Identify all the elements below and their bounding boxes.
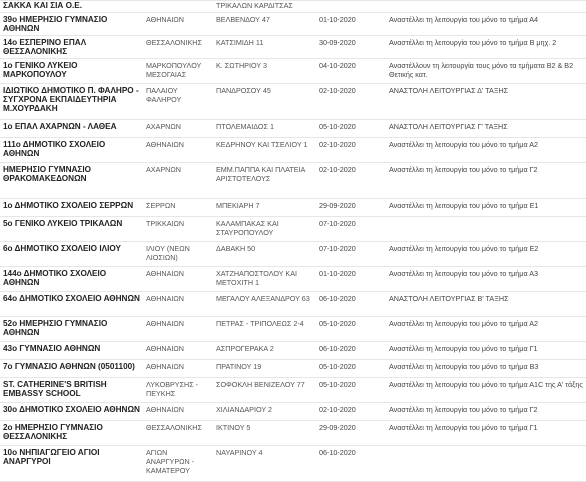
address-cell: ΜΕΓΑΛΟΥ ΑΛΕΞΑΝΔΡΟΥ 63 (213, 292, 316, 317)
municipality-cell: ΑΘΗΝΑΙΩΝ (143, 267, 213, 292)
date-cell: 02-10-2020 (316, 163, 386, 199)
date-cell: 01-10-2020 (316, 267, 386, 292)
municipality-cell: ΘΕΣΣΑΛΟΝΙΚΗΣ (143, 421, 213, 446)
description-cell: Αναστέλλουν τη λειτουργία τους μόνο τα τμήματα Β2 & Β2 Θετικής κατ. (386, 59, 586, 84)
school-name-cell: 6ο ΔΗΜΟΤΙΚΟ ΣΧΟΛΕΙΟ ΙΛΙΟΥ (0, 242, 143, 267)
address-cell: ΤΡΙΚΑΛΩΝ ΚΑΡΔΙΤΣΑΣ (213, 1, 316, 13)
address-cell: ΝΑΥΑΡΙΝΟΥ 4 (213, 446, 316, 482)
school-name-cell: 30ο ΔΗΜΟΤΙΚΟ ΣΧΟΛΕΙΟ ΑΘΗΝΩΝ (0, 403, 143, 421)
date-cell: 06-10-2020 (316, 342, 386, 360)
date-cell: 07-10-2020 (316, 242, 386, 267)
description-cell: Αναστέλλει τη λειτουργία του μόνο το τμήμα Α2 (386, 317, 586, 342)
table-row (0, 378, 586, 403)
address-cell: ΣΟΦΟΚΛΗ ΒΕΝΙΖΕΛΟΥ 77 (213, 378, 316, 403)
date-cell: 05-10-2020 (316, 360, 386, 378)
municipality-cell: ΑΓΙΩΝ ΑΝΑΡΓΥΡΩΝ - ΚΑΜΑΤΕΡΟΥ (143, 446, 213, 482)
address-cell: ΚΕΔΡΗΝΟΥ ΚΑΙ ΤΣΕΛΙΟΥ 1 (213, 138, 316, 163)
description-cell: Αναστέλλει τη λειτουργία του μόνο το τμήμα Β3 (386, 360, 586, 378)
table-row (0, 1, 586, 13)
school-name-cell: 10ο ΝΗΠΙΑΓΩΓΕΙΟ ΑΓΙΟΙ ΑΝΑΡΓΥΡΟΙ (0, 446, 143, 482)
municipality-cell: ΑΘΗΝΑΙΩΝ (143, 292, 213, 317)
municipality-cell: ΠΑΛΑΙΟΥ ΦΑΛΗΡΟΥ (143, 84, 213, 120)
school-name-cell: ST. CATHERINE'S BRITISH EMBASSY SCHOOL (0, 378, 143, 403)
address-cell: ΧΙΛΙΑΝΔΑΡΙΟΥ 2 (213, 403, 316, 421)
description-cell: Αναστέλλει τη λειτουργία του μόνο το τμήμα Α2 (386, 138, 586, 163)
municipality-cell: ΑΘΗΝΑΙΩΝ (143, 317, 213, 342)
description-cell: ΑΝΑΣΤΟΛΗ ΛΕΙΤΟΥΡΓΙΑΣ Γ' ΤΑΞΗΣ (386, 120, 586, 138)
school-name-cell: 64ο ΔΗΜΟΤΙΚΟ ΣΧΟΛΕΙΟ ΑΘΗΝΩΝ (0, 292, 143, 317)
table-row (0, 360, 586, 378)
description-cell: Αναστέλλει τη λειτουργία του μόνο το τμήμα Α3 (386, 267, 586, 292)
address-cell: ΠΡΑΤΙΝΟΥ 19 (213, 360, 316, 378)
address-cell: ΔΑΒΑΚΗ 50 (213, 242, 316, 267)
description-cell (386, 446, 586, 482)
municipality-cell: ΜΑΡΚΟΠΟΥΛΟΥ ΜΕΣΟΓΑΙΑΣ (143, 59, 213, 84)
municipality-cell: ΑΧΑΡΝΩΝ (143, 163, 213, 199)
municipality-cell: ΑΘΗΝΑΙΩΝ (143, 138, 213, 163)
address-cell: ΚΑΤΣΙΜΙΔΗ 11 (213, 36, 316, 59)
date-cell: 06-10-2020 (316, 446, 386, 482)
table-row (0, 403, 586, 421)
address-cell: ΙΚΤΙΝΟΥ 5 (213, 421, 316, 446)
table-row (0, 242, 586, 267)
school-name-cell: 39ο ΗΜΕΡΗΣΙΟ ΓΥΜΝΑΣΙΟ ΑΘΗΝΩΝ (0, 13, 143, 36)
description-cell: Αναστέλλει τη λειτουργία του μόνο το τμήμα Α1C της Α' τάξης (386, 378, 586, 403)
school-name-cell: 5ο ΓΕΝΙΚΟ ΛΥΚΕΙΟ ΤΡΙΚΑΛΩΝ (0, 217, 143, 242)
address-cell: ΚΑΛΑΜΠΑΚΑΣ ΚΑΙ ΣΤΑΥΡΟΠΟΥΛΟΥ (213, 217, 316, 242)
school-name-cell: 43ο ΓΥΜΝΑΣΙΟ ΑΘΗΝΩΝ (0, 342, 143, 360)
table-row (0, 120, 586, 138)
address-cell: ΧΑΤΖΗΑΠΟΣΤΟΛΟΥ ΚΑΙ ΜΕΤΟΧΙΤΗ 1 (213, 267, 316, 292)
table-row (0, 163, 586, 199)
table-row (0, 421, 586, 446)
school-name-cell: 14ο ΕΣΠΕΡΙΝΟ ΕΠΑΛ ΘΕΣΣΑΛΟΝΙΚΗΣ (0, 36, 143, 59)
municipality-cell (143, 1, 213, 13)
municipality-cell: ΑΘΗΝΑΙΩΝ (143, 360, 213, 378)
description-cell: Αναστέλλει τη λειτουργία του μόνο το τμήμα Γ2 (386, 163, 586, 199)
school-name-cell: 7ο ΓΥΜΝΑΣΙΟ ΑΘΗΝΩΝ (0501100) (0, 360, 143, 378)
municipality-cell: ΣΕΡΡΩΝ (143, 199, 213, 217)
table-row (0, 138, 586, 163)
school-name-cell: ΙΔΙΩΤΙΚΟ ΔΗΜΟΤΙΚΟ Π. ΦΑΛΗΡΟ - ΣΥΓΧΡΟΝΑ ΕΚΠΑΙΔΕΥΤΗΡΙΑ Μ.ΧΟΥΡΔΑΚΗ (0, 84, 143, 120)
date-cell: 05-10-2020 (316, 317, 386, 342)
table-row (0, 199, 586, 217)
date-cell: 01-10-2020 (316, 13, 386, 36)
municipality-cell: ΑΘΗΝΑΙΩΝ (143, 342, 213, 360)
date-cell: 05-10-2020 (316, 120, 386, 138)
table-row (0, 267, 586, 292)
date-cell: 04-10-2020 (316, 59, 386, 84)
school-name-cell: 111ο ΔΗΜΟΤΙΚΟ ΣΧΟΛΕΙΟ ΑΘΗΝΩΝ (0, 138, 143, 163)
table-row (0, 84, 586, 120)
school-name-cell: ΗΜΕΡΗΣΙΟ ΓΥΜΝΑΣΙΟ ΘΡΑΚΟΜΑΚΕΔΟΝΩΝ (0, 163, 143, 199)
date-cell: 07-10-2020 (316, 217, 386, 242)
description-cell: Αναστέλλει τη λειτουργία του μόνο το τμήμα Γ1 (386, 421, 586, 446)
school-name-cell: ΣΑΚΚΑ ΚΑΙ ΣΙΑ Ο.Ε. (0, 1, 143, 13)
address-cell: ΠΤΟΛΕΜΑΙΔΟΣ 1 (213, 120, 316, 138)
municipality-cell: ΑΘΗΝΑΙΩΝ (143, 13, 213, 36)
description-cell (386, 217, 586, 242)
table-row (0, 292, 586, 317)
date-cell: 29-09-2020 (316, 199, 386, 217)
table-row (0, 59, 586, 84)
date-cell: 02-10-2020 (316, 138, 386, 163)
municipality-cell: ΑΧΑΡΝΩΝ (143, 120, 213, 138)
description-cell: ΑΝΑΣΤΟΛΗ ΛΕΙΤΟΥΡΓΙΑΣ Β' ΤΑΞΗΣ (386, 292, 586, 317)
address-cell: ΕΜΜ.ΠΑΠΠΑ ΚΑΙ ΠΛΑΤΕΙΑ ΑΡΙΣΤΟΤΕΛΟΥΣ (213, 163, 316, 199)
date-cell: 06-10-2020 (316, 292, 386, 317)
municipality-cell: ΤΡΙΚΚΑΙΩΝ (143, 217, 213, 242)
table-row (0, 446, 586, 482)
table-row (0, 317, 586, 342)
municipality-cell: ΘΕΣΣΑΛΟΝΙΚΗΣ (143, 36, 213, 59)
date-cell: 02-10-2020 (316, 403, 386, 421)
school-name-cell: 2ο ΗΜΕΡΗΣΙΟ ΓΥΜΝΑΣΙΟ ΘΕΣΣΑΛΟΝΙΚΗΣ (0, 421, 143, 446)
table-row (0, 342, 586, 360)
date-cell: 05-10-2020 (316, 378, 386, 403)
date-cell: 02-10-2020 (316, 84, 386, 120)
date-cell: 30-09-2020 (316, 36, 386, 59)
school-name-cell: 1ο ΔΗΜΟΤΙΚΟ ΣΧΟΛΕΙΟ ΣΕΡΡΩΝ (0, 199, 143, 217)
description-cell: Αναστέλλει τη λειτουργία του μόνο το τμήμα Α4 (386, 13, 586, 36)
address-cell: ΠΕΤΡΑΣ - ΤΡΙΠΟΛΕΩΣ 2-4 (213, 317, 316, 342)
address-cell: Κ. ΣΩΤΗΡΙΟΥ 3 (213, 59, 316, 84)
description-cell: Αναστέλλει τη λειτουργία του μόνο το τμήμα Β μηχ. 2 (386, 36, 586, 59)
address-cell: ΜΠΕΚΙΑΡΗ 7 (213, 199, 316, 217)
date-cell: 29-09-2020 (316, 421, 386, 446)
school-name-cell: 144ο ΔΗΜΟΤΙΚΟ ΣΧΟΛΕΙΟ ΑΘΗΝΩΝ (0, 267, 143, 292)
municipality-cell: ΙΛΙΟΥ (ΝΕΩΝ ΛΙΟΣΙΩΝ) (143, 242, 213, 267)
description-cell: Αναστέλλει τη λειτουργία του μόνο το τμήμα Γ2 (386, 403, 586, 421)
table-row (0, 13, 586, 36)
table-row (0, 217, 586, 242)
school-name-cell: 1ο ΕΠΑΛ ΑΧΑΡΝΩΝ - ΛΑΘΕΑ (0, 120, 143, 138)
address-cell: ΠΑΝΔΡΟΣΟΥ 45 (213, 84, 316, 120)
description-cell (386, 1, 586, 13)
municipality-cell: ΛΥΚΟΒΡΥΣΗΣ - ΠΕΥΚΗΣ (143, 378, 213, 403)
description-cell: Αναστέλλει τη λειτουργία του μόνο το τμήμα Ε1 (386, 199, 586, 217)
description-cell: Αναστέλλει τη λειτουργία του μόνο το τμήμα Γ1 (386, 342, 586, 360)
municipality-cell: ΑΘΗΝΑΙΩΝ (143, 403, 213, 421)
school-name-cell: 52ο ΗΜΕΡΗΣΙΟ ΓΥΜΝΑΣΙΟ ΑΘΗΝΩΝ (0, 317, 143, 342)
description-cell: ΑΝΑΣΤΟΛΗ ΛΕΙΤΟΥΡΓΙΑΣ Δ' ΤΑΞΗΣ (386, 84, 586, 120)
address-cell: ΒΕΛΒΕΝΔΟΥ 47 (213, 13, 316, 36)
date-cell (316, 1, 386, 13)
address-cell: ΑΣΠΡΟΓΕΡΑΚΑ 2 (213, 342, 316, 360)
table-row (0, 36, 586, 59)
description-cell: Αναστέλλει τη λειτουργία του μόνο το τμήμα Ε2 (386, 242, 586, 267)
school-name-cell: 1ο ΓΕΝΙΚΟ ΛΥΚΕΙΟ ΜΑΡΚΟΠΟΥΛΟΥ (0, 59, 143, 84)
